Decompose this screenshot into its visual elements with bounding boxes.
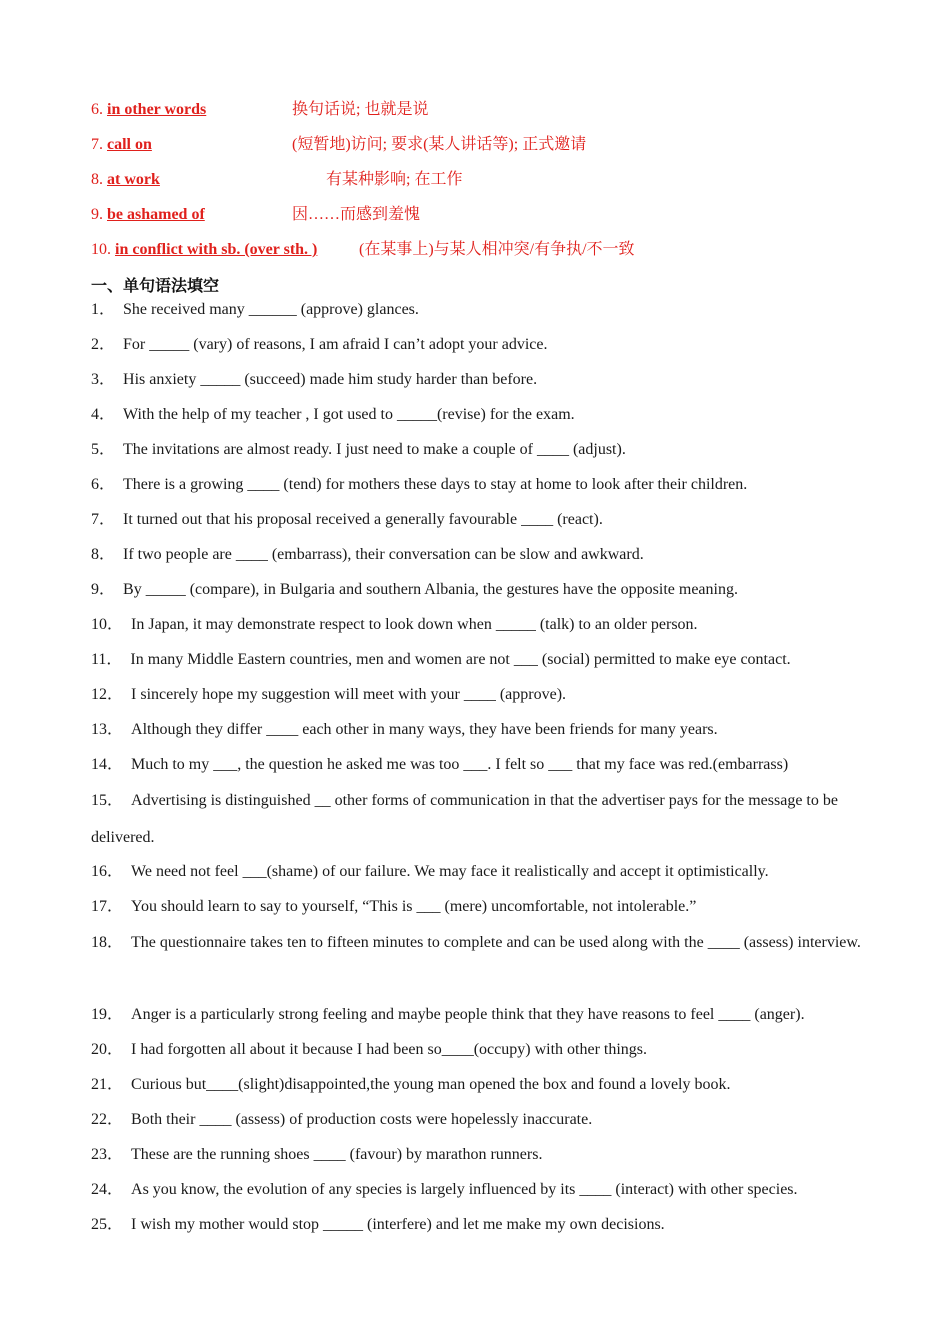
question-number: 18．: [91, 934, 124, 951]
question-number: 3．: [91, 371, 116, 388]
question-item: [91, 924, 861, 961]
phrase-term: in other words: [107, 101, 207, 118]
question-number: 9．: [91, 581, 116, 598]
question-item: [91, 1073, 861, 1097]
question-number: 23．: [91, 1146, 124, 1163]
question-text: We need not feel ___(shame) of our failure. We may face it realistically and accept it optimistically.: [131, 863, 769, 880]
question-item: [91, 1003, 861, 1027]
question-number: 22．: [91, 1111, 124, 1128]
question-item: [91, 753, 861, 777]
question-item: [91, 1178, 861, 1202]
question-number: 4．: [91, 406, 116, 423]
phrase-number: 8.: [91, 171, 103, 188]
question-number: 1．: [91, 301, 116, 318]
question-text: Curious but____(slight)disappointed,the young man opened the box and found a lovely book.: [131, 1076, 731, 1093]
question-item: [91, 508, 861, 532]
phrase-meaning: (短暂地)访问; 要求(某人讲话等); 正式邀请: [292, 136, 587, 153]
question-number: 20．: [91, 1041, 124, 1058]
question-text: It turned out that his proposal received a generally favourable ____ (react).: [123, 511, 603, 528]
question-item: [91, 298, 861, 322]
phrase-meaning: 换句话说; 也就是说: [292, 101, 429, 118]
question-number: 21．: [91, 1076, 124, 1093]
question-text: Advertising is distinguished __ other forms of communication in that the advertiser pays for the message to be delivered.: [91, 792, 838, 846]
question-text: These are the running shoes ____ (favour) by marathon runners.: [131, 1146, 543, 1163]
question-number: 6．: [91, 476, 116, 493]
phrase-item: [91, 168, 463, 192]
question-item: [91, 368, 861, 392]
question-text: In Japan, it may demonstrate respect to look down when _____ (talk) to an older person.: [131, 616, 698, 633]
question-number: 11．: [91, 651, 123, 668]
question-item: [91, 648, 861, 672]
question-text: She received many ______ (approve) glances.: [123, 301, 419, 318]
question-item: [91, 718, 861, 742]
question-text: There is a growing ____ (tend) for mothers these days to stay at home to look after their children.: [123, 476, 748, 493]
question-item: [91, 333, 861, 357]
question-text: If two people are ____ (embarrass), their conversation can be slow and awkward.: [123, 546, 644, 563]
phrase-item: [91, 98, 429, 122]
question-text: In many Middle Eastern countries, men and women are not ___ (social) permitted to make eye contact.: [130, 651, 791, 668]
question-item: [91, 403, 861, 427]
question-text: Both their ____ (assess) of production costs were hopelessly inaccurate.: [131, 1111, 593, 1128]
question-item: [91, 1143, 861, 1167]
phrase-number: 10.: [91, 241, 111, 258]
question-number: 2．: [91, 336, 116, 353]
question-number: 17．: [91, 898, 124, 915]
phrase-meaning: (在某事上)与某人相冲突/有争执/不一致: [359, 241, 635, 258]
question-text: The questionnaire takes ten to fifteen minutes to complete and can be used along with the ____ (assess) interview.: [131, 934, 861, 951]
phrase-number: 6.: [91, 101, 103, 118]
question-number: 8．: [91, 546, 116, 563]
question-number: 15．: [91, 792, 124, 809]
question-item: [91, 473, 861, 497]
question-text: For _____ (vary) of reasons, I am afraid I can’t adopt your advice.: [123, 336, 548, 353]
phrase-item: [91, 238, 635, 262]
phrase-number: 7.: [91, 136, 103, 153]
question-number: 12．: [91, 686, 124, 703]
phrase-item: [91, 133, 587, 157]
question-text: You should learn to say to yourself, “This is ___ (mere) uncomfortable, not intolerable.”: [131, 898, 697, 915]
question-text: As you know, the evolution of any species is largely influenced by its ____ (interact) with other species.: [131, 1181, 798, 1198]
phrase-item: [91, 203, 421, 227]
question-text: Although they differ ____ each other in many ways, they have been friends for many years.: [131, 721, 718, 738]
question-number: 16．: [91, 863, 124, 880]
question-item: [91, 578, 861, 602]
phrase-meaning: 有某种影响; 在工作: [326, 171, 463, 188]
question-item: [91, 438, 861, 462]
question-text: By _____ (compare), in Bulgaria and southern Albania, the gestures have the opposite meaning.: [123, 581, 738, 598]
question-item: [91, 613, 861, 637]
question-text: I had forgotten all about it because I had been so____(occupy) with other things.: [131, 1041, 648, 1058]
question-number: 25．: [91, 1216, 124, 1233]
question-text: Anger is a particularly strong feeling and maybe people think that they have reasons to feel ____ (anger).: [131, 1006, 805, 1023]
question-number: 24．: [91, 1181, 124, 1198]
question-text: I sincerely hope my suggestion will meet with your ____ (approve).: [131, 686, 567, 703]
section-title: 一、单句语法填空: [91, 276, 220, 295]
question-item: [91, 1038, 861, 1062]
question-text: The invitations are almost ready. I just need to make a couple of ____ (adjust).: [123, 441, 626, 458]
phrase-term: at work: [107, 171, 160, 188]
question-item: [91, 543, 861, 567]
question-number: 7．: [91, 511, 116, 528]
question-number: 14．: [91, 756, 124, 773]
question-item: [91, 683, 861, 707]
phrase-term: in conflict with sb. (over sth. ): [115, 241, 318, 258]
phrase-term: call on: [107, 136, 152, 153]
question-number: 19．: [91, 1006, 124, 1023]
question-item: [91, 895, 861, 919]
question-number: 5．: [91, 441, 116, 458]
question-item: [91, 782, 861, 856]
phrase-term: be ashamed of: [107, 206, 205, 223]
phrase-meaning: 因……而感到羞愧: [292, 206, 421, 223]
question-text: His anxiety _____ (succeed) made him study harder than before.: [123, 371, 538, 388]
question-text: Much to my ___, the question he asked me was too ___. I felt so ___ that my face was red.(embarrass): [131, 756, 789, 773]
question-number: 13．: [91, 721, 124, 738]
question-number: 10．: [91, 616, 124, 633]
question-item: [91, 860, 861, 884]
question-item: [91, 1108, 861, 1132]
question-item: [91, 1213, 861, 1237]
phrase-number: 9.: [91, 206, 103, 223]
question-text: With the help of my teacher , I got used to _____(revise) for the exam.: [123, 406, 575, 423]
question-text: I wish my mother would stop _____ (interfere) and let me make my own decisions.: [131, 1216, 665, 1233]
